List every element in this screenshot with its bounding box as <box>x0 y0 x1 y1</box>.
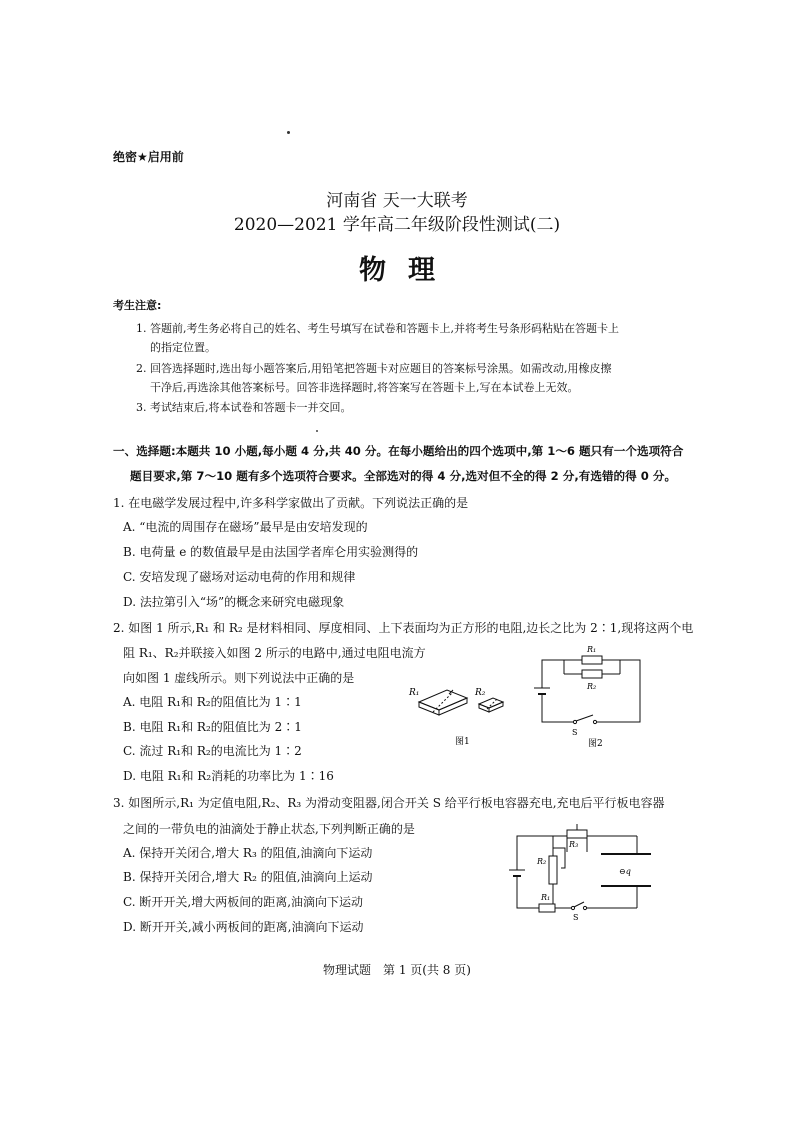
q3-option-a: A. 保持开关闭合,增大 R₃ 的阻值,油滴向下运动 <box>123 846 373 860</box>
q1-option-b: B. 电荷量 e 的数值最早是由法国学者库仑用实验测得的 <box>123 545 419 559</box>
question-1-stem: 1. 在电磁学发展过程中,许多科学家做出了贡献。下列说法正确的是 <box>113 496 469 510</box>
q1-option-a: A. “电流的周围存在磁场”最早是由安培发现的 <box>123 520 368 534</box>
circuit-wires <box>542 660 640 722</box>
q2-option-d: D. 电阻 R₁和 R₂消耗的功率比为 1∶16 <box>123 769 334 783</box>
q3-option-b: B. 保持开关闭合,增大 R₂ 的阻值,油滴向上运动 <box>123 870 373 884</box>
q2-option-a: A. 电阻 R₁和 R₂的阻值比为 1∶1 <box>123 695 302 709</box>
notice-heading: 考生注意: <box>113 299 162 312</box>
q1-option-d: D. 法拉第引入“场”的概念来研究电磁现象 <box>123 595 345 609</box>
scan-speck <box>287 131 290 134</box>
label-r2: R₂ <box>475 688 486 698</box>
q3-figure <box>505 814 655 924</box>
notice-line: 3. 考试结束后,将本试卷和答题卡一并交回。 <box>136 401 352 414</box>
notice-line: 干净后,再选涂其他答案标号。回答非选择题时,将答案写在答题卡上,写在本试卷上无效。 <box>150 381 579 394</box>
switch-s <box>571 902 586 910</box>
label-r1: R₁ <box>541 893 551 902</box>
resistor-block-r1 <box>419 690 467 715</box>
rheostat-r2 <box>549 856 557 884</box>
q2-figure-1 <box>405 678 515 750</box>
q3-option-c: C. 断开开关,增大两板间的距离,油滴向下运动 <box>123 895 364 909</box>
exam-org: 河南省 天一大联考 <box>326 191 468 211</box>
section-heading: 题目要求,第 7～10 题有多个选项符合要求。全部选对的得 4 分,选对但不全的得 2 分,有选错的得 0 分。 <box>130 469 677 483</box>
resistor-block-r2 <box>479 698 503 712</box>
figure-2-caption: 图2 <box>588 739 603 749</box>
section-heading: 一、选择题:本题共 10 小题,每小题 4 分,共 40 分。在每小题给出的四个选项中,第 1～6 题只有一个选项符合 <box>113 444 684 458</box>
battery <box>509 864 525 884</box>
secret-mark: 绝密★启用前 <box>113 150 184 164</box>
label-s: S <box>572 728 578 737</box>
q2-option-b: B. 电阻 R₁和 R₂的阻值比为 2∶1 <box>123 720 302 734</box>
notice-line: 1. 答题前,考生务必将自己的姓名、考生号填写在试卷和答题卡上,并将考生号条形码粘贴在答题卡上 <box>136 322 619 335</box>
exam-title: 2020—2021 学年高二年级阶段性测试(二) <box>233 215 561 235</box>
question-2-stem: 2. 如图 1 所示,R₁ 和 R₂ 是材料相同、厚度相同、上下表面均为正方形的电阻,边长之比为 2∶1,现将这两个电 <box>113 621 694 635</box>
q3-option-d: D. 断开开关,减小两板间的距离,油滴向下运动 <box>123 920 364 934</box>
q1-option-c: C. 安培发现了磁场对运动电荷的作用和规律 <box>123 570 356 584</box>
resistor-r2 <box>582 670 602 678</box>
label-r2: R₂ <box>537 857 547 866</box>
resistor-r1 <box>539 904 555 912</box>
question-2-stem: 阻 R₁、R₂并联接入如图 2 所示的电路中,通过电阻电流方 <box>123 646 426 660</box>
label-r3: R₃ <box>569 840 579 849</box>
notice-line: 2. 回答选择题时,选出每小题答案后,用铅笔把答题卡对应题目的答案标号涂黑。如需改动,用橡皮擦 <box>136 362 612 375</box>
label-r2: R₂ <box>587 682 597 691</box>
label-r1: R₁ <box>409 688 420 698</box>
notice-line: 的指定位置。 <box>150 341 216 354</box>
figure-1-caption: 图1 <box>455 737 470 747</box>
resistor-r1 <box>582 656 602 664</box>
label-s: S <box>573 913 579 922</box>
subject-title: 物理 <box>359 255 457 286</box>
q2-option-c: C. 流过 R₁和 R₂的电流比为 1∶2 <box>123 744 302 758</box>
q2-figure-2 <box>530 640 650 750</box>
question-3-stem: 之间的一带负电的油滴处于静止状态,下列判断正确的是 <box>123 822 415 836</box>
page-footer: 物理试题 第 1 页(共 8 页) <box>323 963 471 977</box>
question-3-stem: 3. 如图所示,R₁ 为定值电阻,R₂、R₃ 为滑动变阻器,闭合开关 S 给平行板电容器充电,充电后平行板电容器 <box>113 796 665 810</box>
battery <box>534 682 550 702</box>
rheostat-r3 <box>567 830 587 838</box>
scan-speck <box>316 430 318 432</box>
oil-drop-label: ⊖q <box>619 867 631 876</box>
label-r1: R₁ <box>587 645 597 654</box>
question-2-stem: 向如图 1 虚线所示。则下列说法中正确的是 <box>123 671 355 685</box>
switch-s <box>573 715 596 724</box>
